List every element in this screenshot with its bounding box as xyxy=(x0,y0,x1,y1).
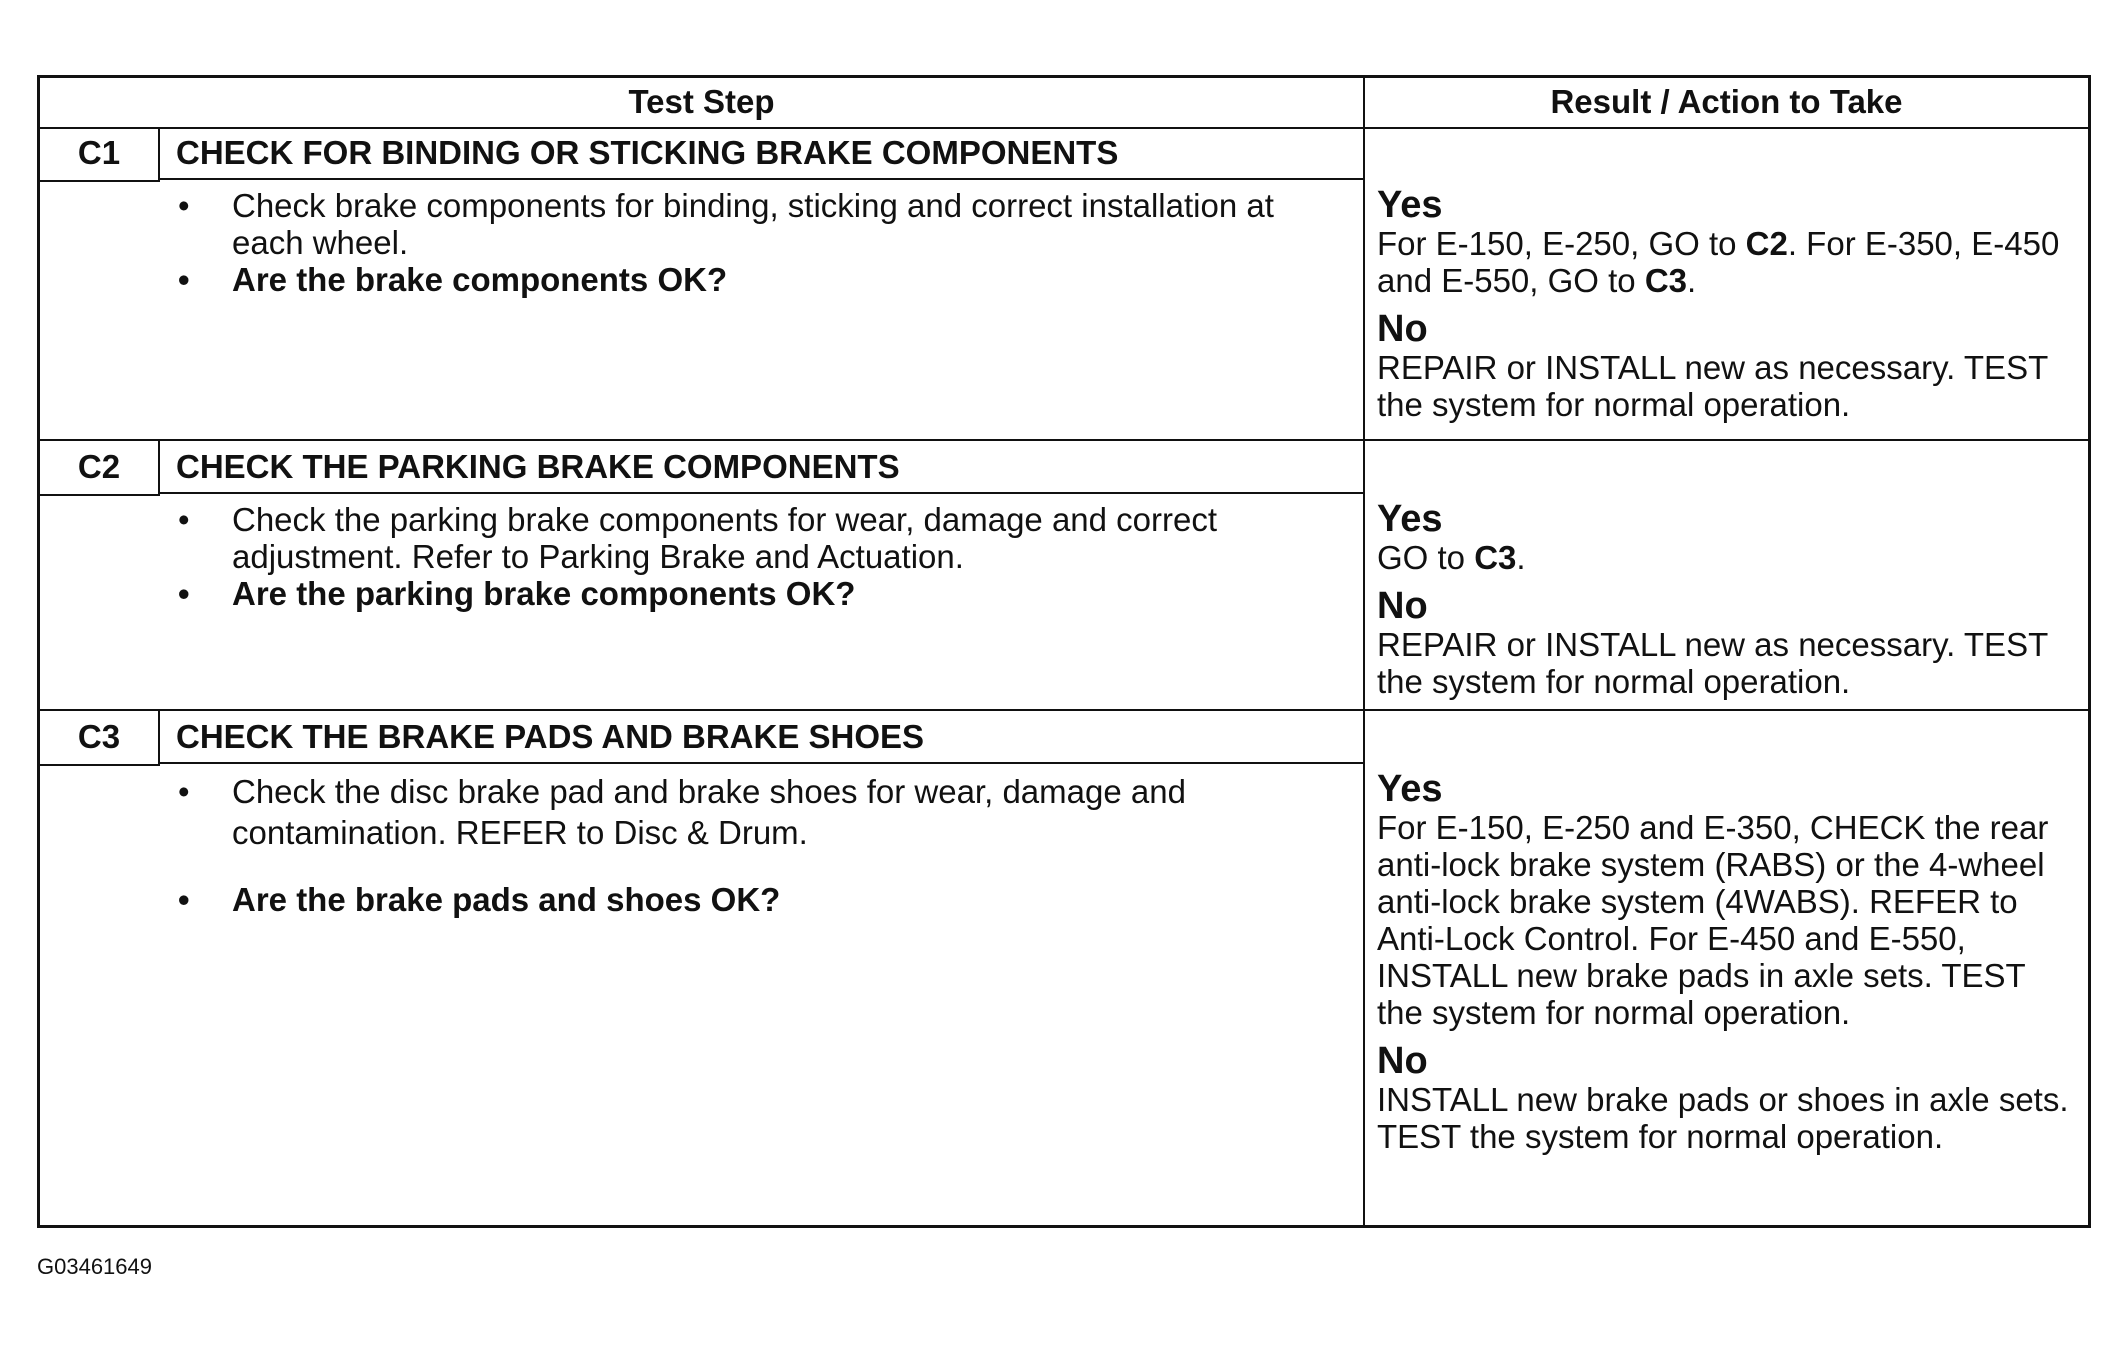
yes-action: GO to C3. xyxy=(1377,539,1526,576)
step-question: • Are the brake components OK? xyxy=(178,261,728,298)
step-instruction: • Check the parking brake components for wear, damage and correct adjustment. Refer to Parking Brake and Actuation. xyxy=(178,501,1218,575)
bullet: • xyxy=(178,261,190,298)
yes-action: For E-150, E-250, GO to C2. For E-350, E-450 and E-550, GO to C3. xyxy=(1377,225,2060,299)
result-action xyxy=(1377,769,2080,1155)
step-instruction: • Check brake components for binding, sticking and correct installation at each wheel. xyxy=(178,187,1274,261)
no-label: No xyxy=(1377,308,1428,350)
bullet: • xyxy=(178,773,190,810)
bullet: • xyxy=(178,881,190,918)
step-question: • Are the brake pads and shoes OK? xyxy=(178,881,781,918)
step-title: CHECK THE BRAKE PADS AND BRAKE SHOES xyxy=(160,711,1363,764)
result-action xyxy=(1377,185,2080,423)
section-c3 xyxy=(40,711,2088,1225)
step-instruction: • Check the disc brake pad and brake shoes for wear, damage and contamination. REFER to Disc & Drum. xyxy=(178,773,1186,851)
table-header xyxy=(40,78,2088,129)
diagnostic-table xyxy=(37,75,2091,1228)
no-action: REPAIR or INSTALL new as necessary. TEST the system for normal operation. xyxy=(1377,626,2048,700)
no-label: No xyxy=(1377,585,1428,627)
yes-action: For E-150, E-250 and E-350, CHECK the rear anti-lock brake system (RABS) or the 4-wheel anti-lock brake system (4WABS). REFER to Anti-Lock Control. For E-450 and E-550, INSTALL new brake pads in axle sets. TEST the system for normal operation. xyxy=(1377,809,2049,1031)
no-action: REPAIR or INSTALL new as necessary. TEST the system for normal operation. xyxy=(1377,349,2048,423)
no-action: INSTALL new brake pads or shoes in axle sets. TEST the system for normal operation. xyxy=(1377,1081,2069,1155)
yes-label: Yes xyxy=(1377,498,1443,540)
step-title: CHECK FOR BINDING OR STICKING BRAKE COMPONENTS xyxy=(160,127,1363,180)
bullet: • xyxy=(178,501,190,538)
section-c2 xyxy=(40,441,2088,711)
yes-label: Yes xyxy=(1377,768,1443,810)
bullet: • xyxy=(178,575,190,612)
section-c1 xyxy=(40,127,2088,441)
step-id: C2 xyxy=(40,441,160,496)
header-result-action: Result / Action to Take xyxy=(1550,83,1903,120)
no-label: No xyxy=(1377,1040,1428,1082)
step-instructions xyxy=(40,187,1363,298)
step-title: CHECK THE PARKING BRAKE COMPONENTS xyxy=(160,441,1363,494)
step-id: C3 xyxy=(40,711,160,766)
step-id: C1 xyxy=(40,127,160,182)
step-question: • Are the parking brake components OK? xyxy=(178,575,856,612)
header-test-step: Test Step xyxy=(628,83,775,120)
step-instructions xyxy=(40,771,1363,918)
yes-label: Yes xyxy=(1377,184,1443,226)
bullet: • xyxy=(178,187,190,224)
result-action xyxy=(1377,499,2080,700)
step-instructions xyxy=(40,501,1363,612)
figure-code: G03461649 xyxy=(37,1254,152,1279)
